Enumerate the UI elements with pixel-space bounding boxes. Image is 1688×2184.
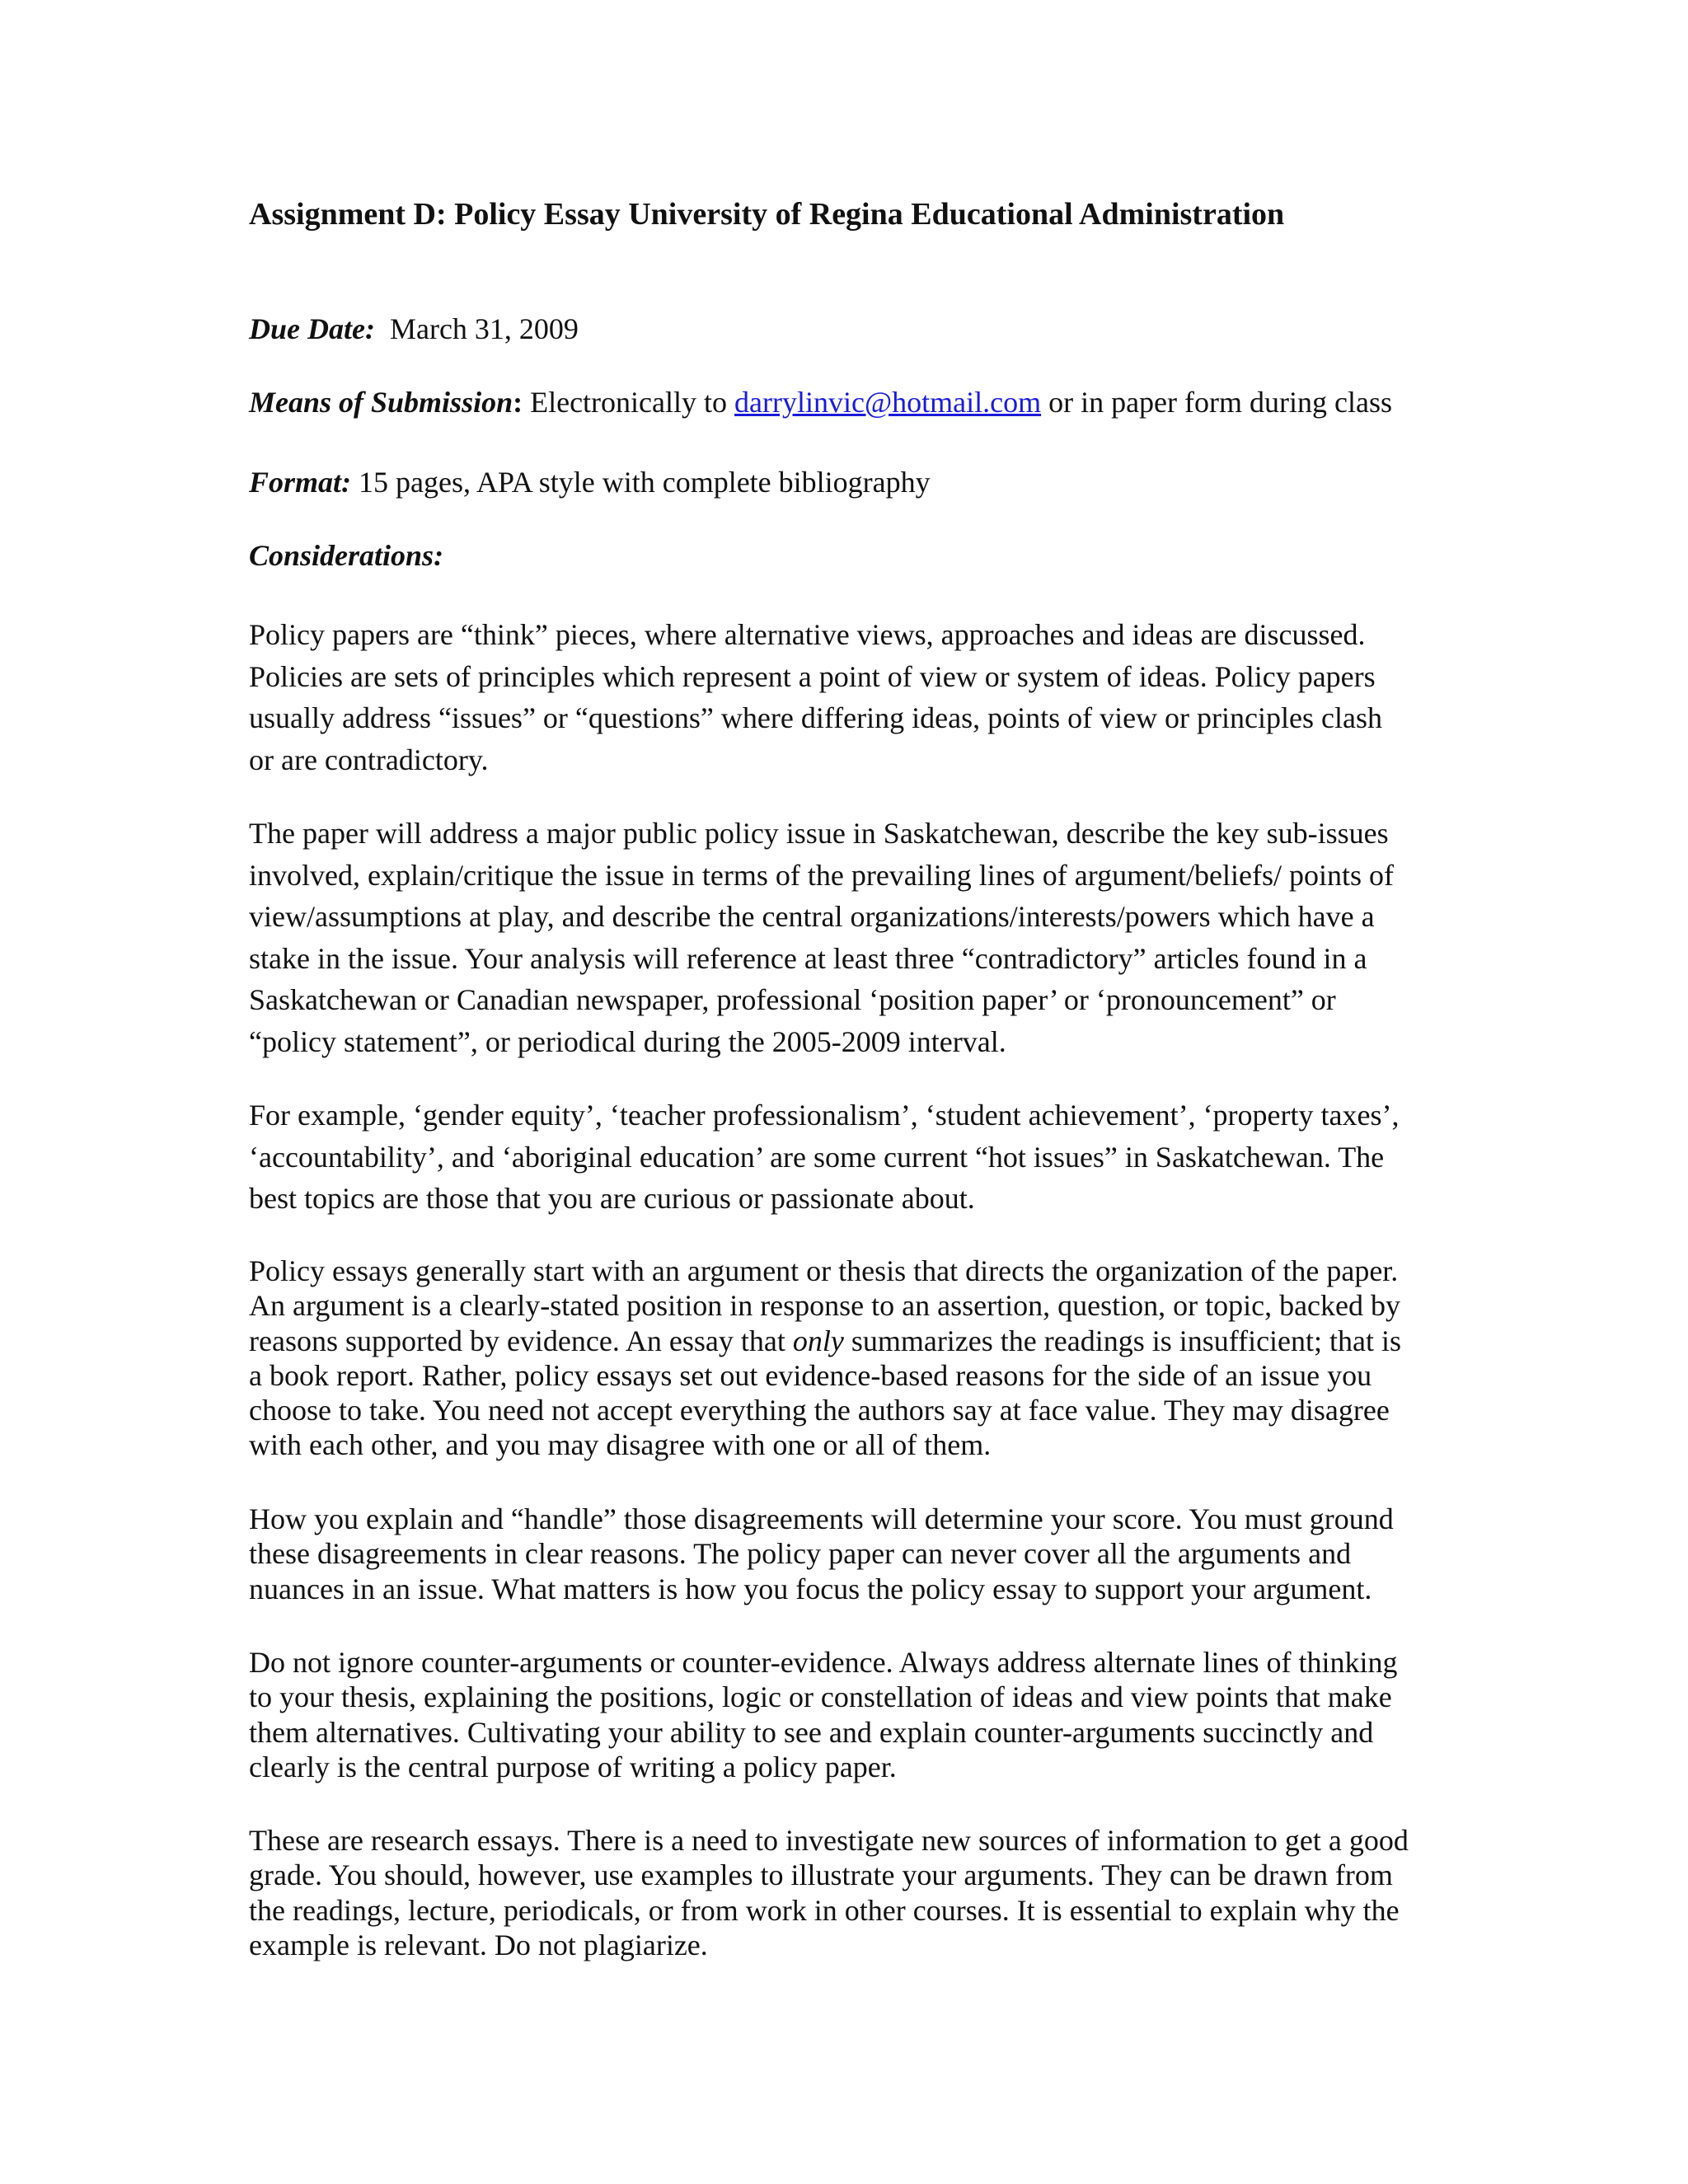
paragraph-examples: [249, 1094, 1452, 1220]
text-line: nuances in an issue. What matters is how you focus the policy essay to support your argument.: [249, 1572, 1372, 1605]
text-line: Policy essays generally start with an argument or thesis that directs the organization of the paper.: [249, 1254, 1399, 1287]
submission-line: [249, 385, 1392, 419]
considerations-label: Considerations:: [249, 539, 444, 572]
text-line: stake in the issue. Your analysis will reference at least three “contradictory” articles found in a: [249, 941, 1367, 975]
text-line: Saskatchewan or Canadian newspaper, professional ‘position paper’ or ‘pronouncement” or: [249, 983, 1336, 1016]
text-line: Do not ignore counter-arguments or counter-evidence. Always address alternate lines of thinking: [249, 1646, 1398, 1679]
text-line-emphasis: [249, 1324, 1452, 1358]
text-line: involved, explain/critique the issue in terms of the prevailing lines of argument/beliefs/ points of: [249, 858, 1395, 892]
text-line: How you explain and “handle” those disagreements will determine your score. You must ground: [249, 1502, 1394, 1535]
paragraph-counter-arguments: [249, 1645, 1452, 1784]
format-value: 15 pages, APA style with complete bibliography: [359, 466, 931, 499]
text-line: “policy statement”, or periodical during the 2005-2009 interval.: [249, 1024, 1006, 1058]
format-line: [249, 465, 931, 499]
text-line: with each other, and you may disagree with one or all of them.: [249, 1428, 992, 1462]
text-line: best topics are those that you are curious or passionate about.: [249, 1182, 975, 1215]
text-line: to your thesis, explaining the positions, logic or constellation of ideas and view points that make: [249, 1680, 1392, 1714]
paragraph-disagreements: [249, 1502, 1452, 1606]
text-line: These are research essays. There is a need to investigate new sources of information to get a good: [249, 1824, 1409, 1857]
text-line: grade. You should, however, use examples to illustrate your arguments. They can be drawn from: [249, 1858, 1393, 1892]
text-line: the readings, lecture, periodicals, or from work in other courses. It is essential to explain why the: [249, 1893, 1400, 1927]
paragraph-paper-scope: [249, 813, 1452, 1062]
emphasis-text: only: [792, 1324, 844, 1357]
text-line: view/assumptions at play, and describe the central organizations/interests/powers which have a: [249, 900, 1375, 933]
due-date-line: [249, 312, 579, 346]
text-line: these disagreements in clear reasons. The policy paper can never cover all the arguments and: [249, 1537, 1352, 1571]
due-date-label: Due Date:: [249, 312, 375, 345]
text-line: For example, ‘gender equity’, ‘teacher professionalism’, ‘student achievement’, ‘property taxes’,: [249, 1099, 1400, 1132]
submission-before: Electronically to: [530, 386, 728, 419]
text-line: example is relevant. Do not plagiarize.: [249, 1928, 708, 1961]
submission-label: Means of Submission: [249, 386, 513, 419]
text-line: or are contradictory.: [249, 743, 489, 776]
text-line: choose to take. You need not accept everything the authors say at face value. They may disagree: [249, 1394, 1390, 1427]
text-line: The paper will address a major public policy issue in Saskatchewan, describe the key sub-issues: [249, 817, 1389, 850]
text-line: ‘accountability’, and ‘aboriginal education’ are some current “hot issues” in Saskatchewan. The: [249, 1140, 1385, 1174]
format-label: Format:: [249, 466, 352, 499]
text-line: Policies are sets of principles which represent a point of view or system of ideas. Policy papers: [249, 659, 1376, 693]
due-date-value: March 31, 2009: [389, 312, 579, 345]
text-line: An argument is a clearly-stated position in response to an assertion, question, or topic, backed by: [249, 1289, 1401, 1323]
paragraph-policy-essays: [249, 1254, 1452, 1463]
text-line: Policy papers are “think” pieces, where alternative views, approaches and ideas are discussed.: [249, 618, 1366, 651]
text-line: usually address “issues” or “questions” where differing ideas, points of view or principles clash: [249, 701, 1382, 734]
paragraph-policy-papers: [249, 614, 1452, 780]
text-segment: summarizes the readings is insufficient; that is: [843, 1324, 1402, 1357]
text-line: a book report. Rather, policy essays set out evidence-based reasons for the side of an issue you: [249, 1358, 1372, 1392]
submission-after: or in paper form during class: [1048, 386, 1392, 419]
submission-colon: :: [513, 386, 523, 419]
text-segment: reasons supported by evidence. An essay that: [249, 1324, 793, 1357]
text-line: them alternatives. Cultivating your ability to see and explain counter-arguments succinctly and: [249, 1715, 1374, 1749]
text-line: clearly is the central purpose of writing a policy paper.: [249, 1750, 897, 1783]
email-link[interactable]: darrylinvic@hotmail.com: [734, 386, 1042, 419]
document-title: Assignment D: Policy Essay University of Regina Educational Administration: [249, 197, 1285, 232]
paragraph-research-essays: [249, 1823, 1452, 1962]
considerations-heading: [249, 538, 443, 573]
